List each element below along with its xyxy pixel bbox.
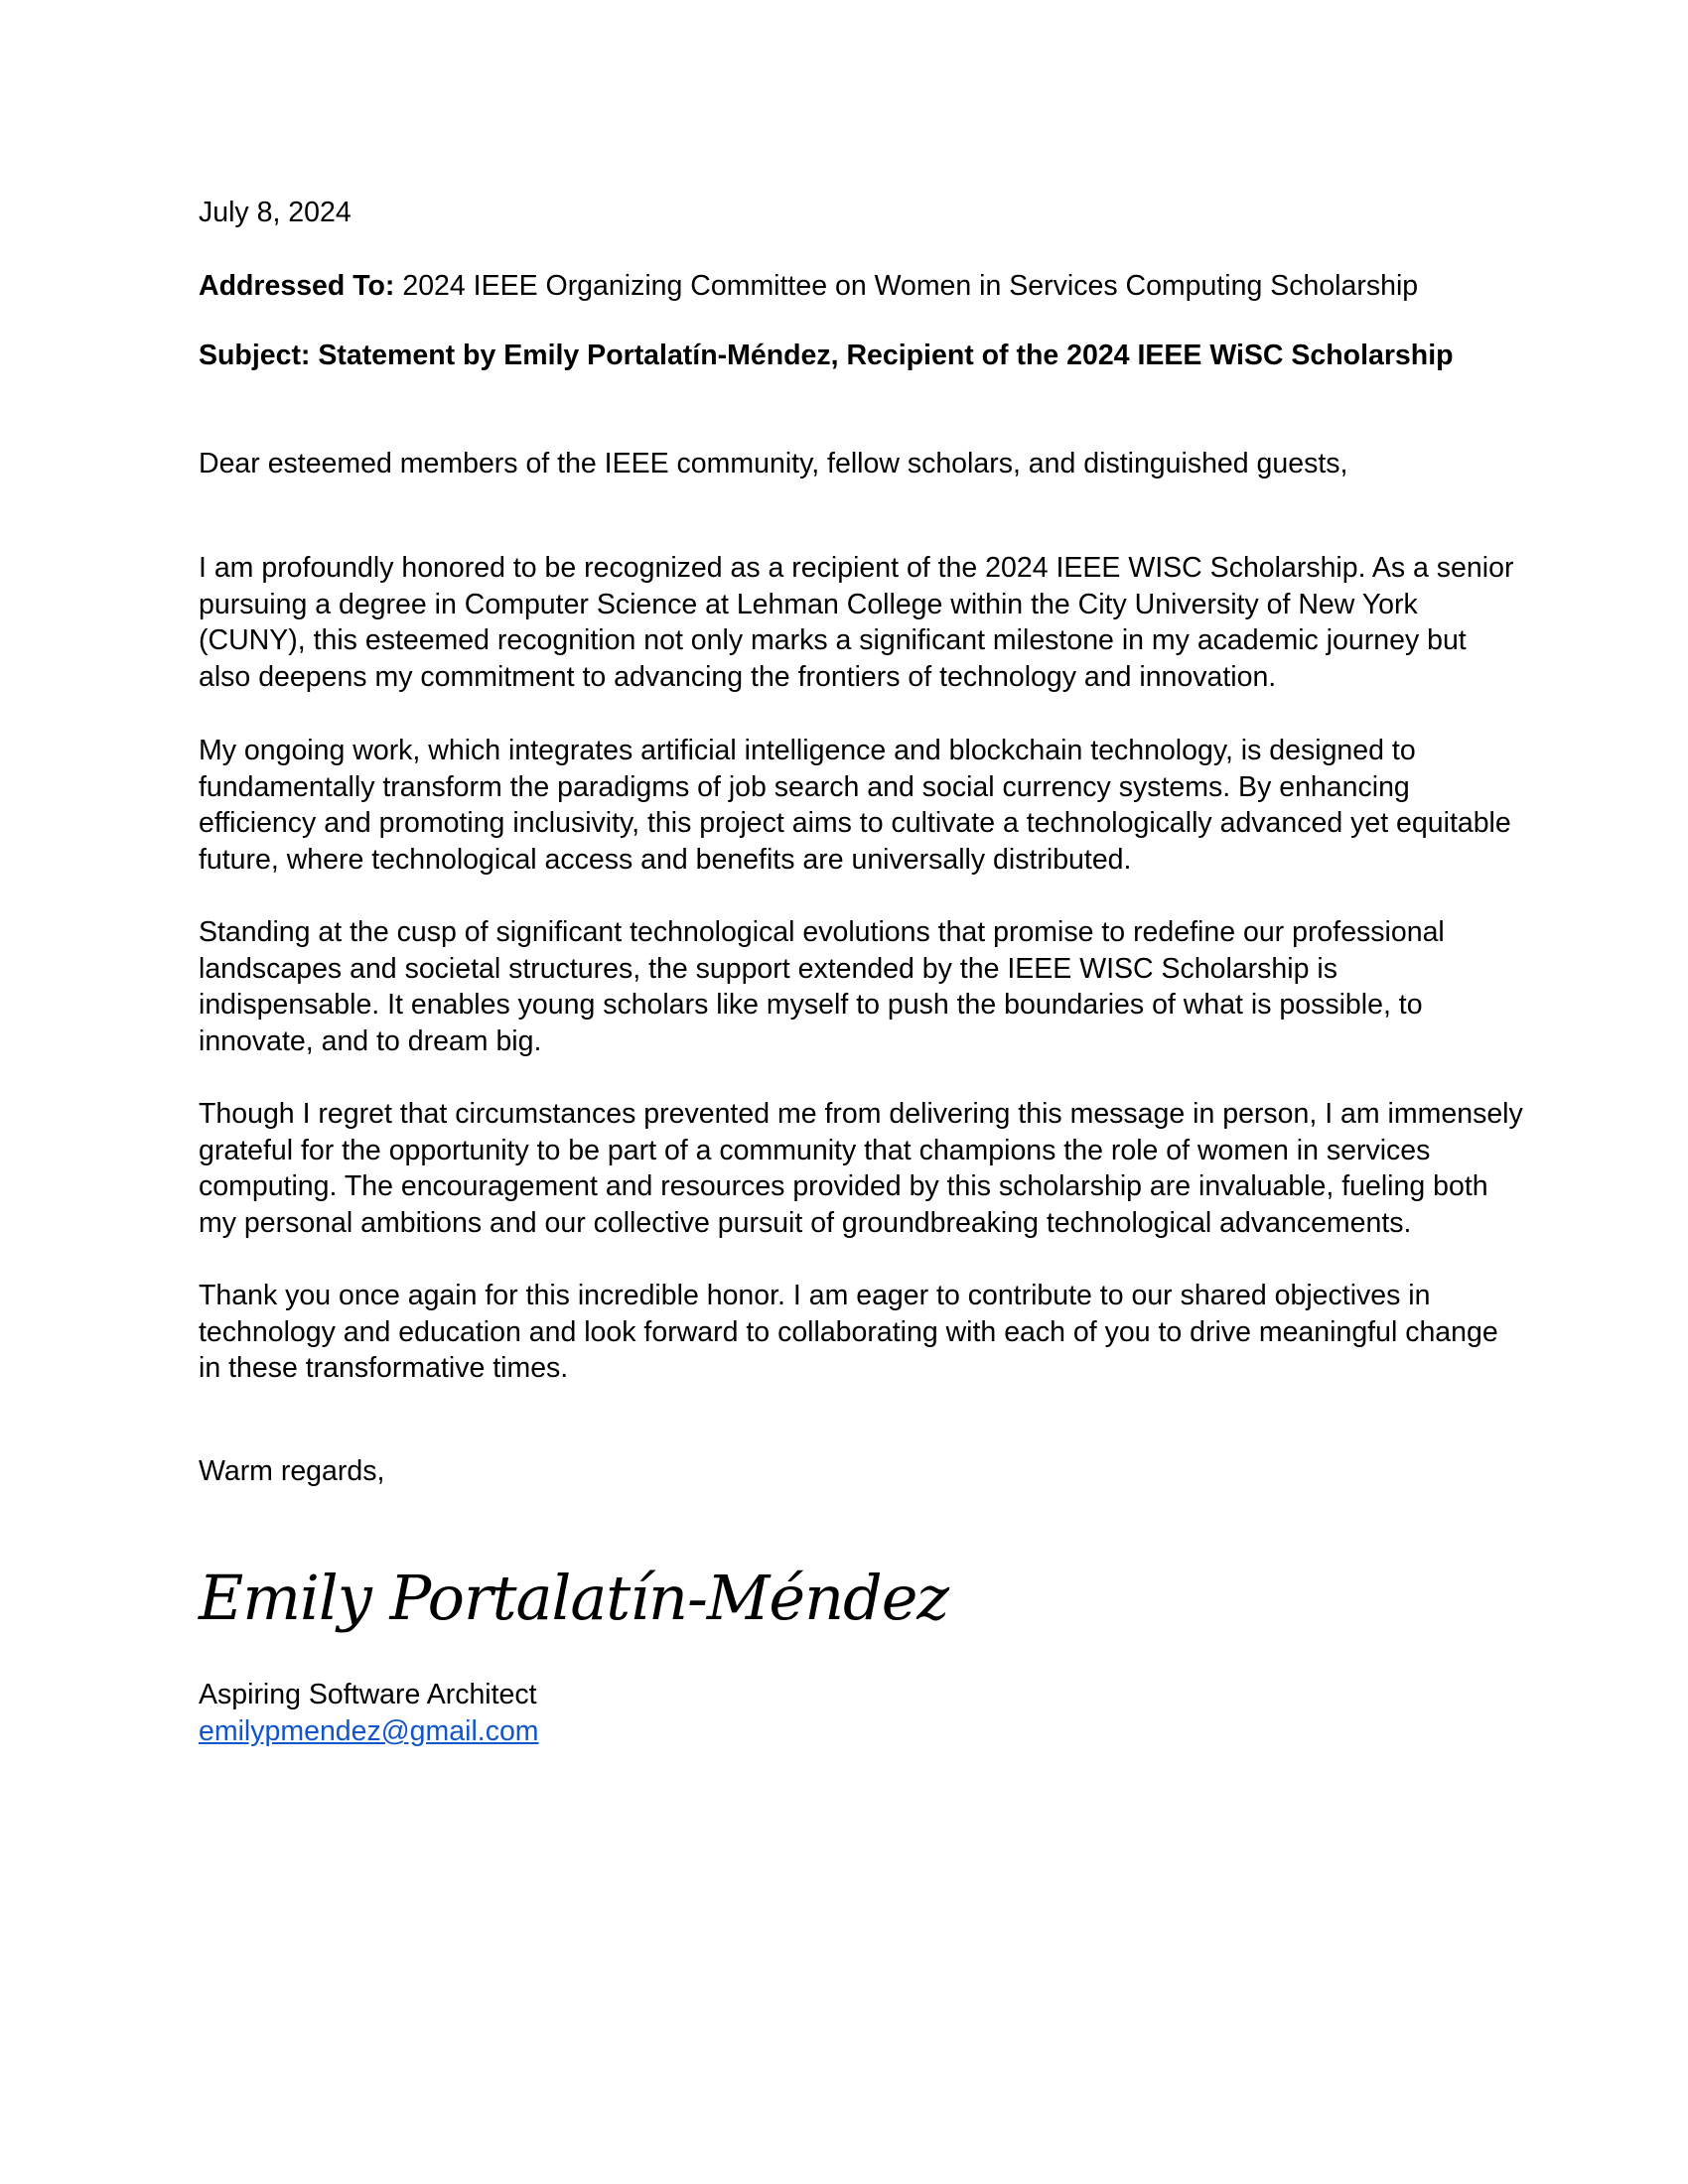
paragraph-line: pursuing a degree in Computer Science at Lehman College within the City University of New York xyxy=(199,588,1418,620)
paragraph-line: Standing at the cusp of significant technological evolutions that promise to redefine our professional xyxy=(199,916,1445,948)
paragraph-line: (CUNY), this esteemed recognition not only marks a significant milestone in my academic journey but xyxy=(199,624,1467,657)
paragraph-line: I am profoundly honored to be recognized as a recipient of the 2024 IEEE WISC Scholarship. As a senior xyxy=(199,552,1514,584)
body-paragraph-5 xyxy=(199,1278,1509,1387)
paragraph-line: in these transformative times. xyxy=(199,1352,569,1385)
closing: Warm regards, xyxy=(199,1455,385,1487)
paragraph-line: innovate, and to dream big. xyxy=(199,1025,542,1058)
paragraph-line: future, where technological access and benefits are universally distributed. xyxy=(199,844,1132,877)
paragraph-line: My ongoing work, which integrates artificial intelligence and blockchain technology, is designed to xyxy=(199,735,1416,766)
paragraph-line: grateful for the opportunity to be part of a community that champions the role of women in services xyxy=(199,1134,1431,1166)
addressed-to-value: 2024 IEEE Organizing Committee on Women in Services Computing Scholarship xyxy=(394,270,1419,302)
addressed-to-line xyxy=(199,268,1509,305)
email-line xyxy=(199,1713,1509,1750)
paragraph-line: computing. The encouragement and resources provided by this scholarship are invaluable, fueling both xyxy=(199,1170,1488,1203)
paragraph-line: Thank you once again for this incredible honor. I am eager to contribute to our shared objectives in xyxy=(199,1280,1431,1311)
paragraph-line: technology and education and look forward to collaborating with each of you to drive meaningful change xyxy=(199,1315,1498,1348)
signer-title: Aspiring Software Architect xyxy=(199,1679,537,1710)
body-paragraph-1 xyxy=(199,550,1514,696)
greeting: Dear esteemed members of the IEEE community, fellow scholars, and distinguished guests, xyxy=(199,448,1348,479)
addressed-to-label: Addressed To: xyxy=(199,270,395,302)
paragraph-line: indispensable. It enables young scholars like myself to push the boundaries of what is possible, to xyxy=(199,989,1423,1022)
email-link[interactable]: emilypmendez@gmail.com xyxy=(199,1715,539,1747)
body-paragraph-3 xyxy=(199,914,1509,1060)
paragraph-line: landscapes and societal structures, the support extended by the IEEE WISC Scholarship is xyxy=(199,952,1337,985)
paragraph-line: my personal ambitions and our collective pursuit of groundbreaking technological advancements. xyxy=(199,1207,1412,1240)
paragraph-line: fundamentally transform the paradigms of job search and social currency systems. By enhancing xyxy=(199,770,1410,803)
paragraph-line: also deepens my commitment to advancing the frontiers of technology and innovation. xyxy=(199,661,1277,694)
body-paragraph-2 xyxy=(199,733,1509,879)
paragraph-line: Though I regret that circumstances prevented me from delivering this message in person, I am immensely xyxy=(199,1098,1523,1130)
handwritten-signature: Emily Portalatín-Méndez xyxy=(199,1562,949,1634)
letter-date: July 8, 2024 xyxy=(199,197,352,228)
body-paragraph-4 xyxy=(199,1096,1523,1242)
subject-line: Subject: Statement by Emily Portalatín-Méndez, Recipient of the 2024 IEEE WiSC Scholarship xyxy=(199,340,1454,371)
paragraph-line: efficiency and promoting inclusivity, this project aims to cultivate a technologically advanced yet equitable xyxy=(199,807,1511,840)
